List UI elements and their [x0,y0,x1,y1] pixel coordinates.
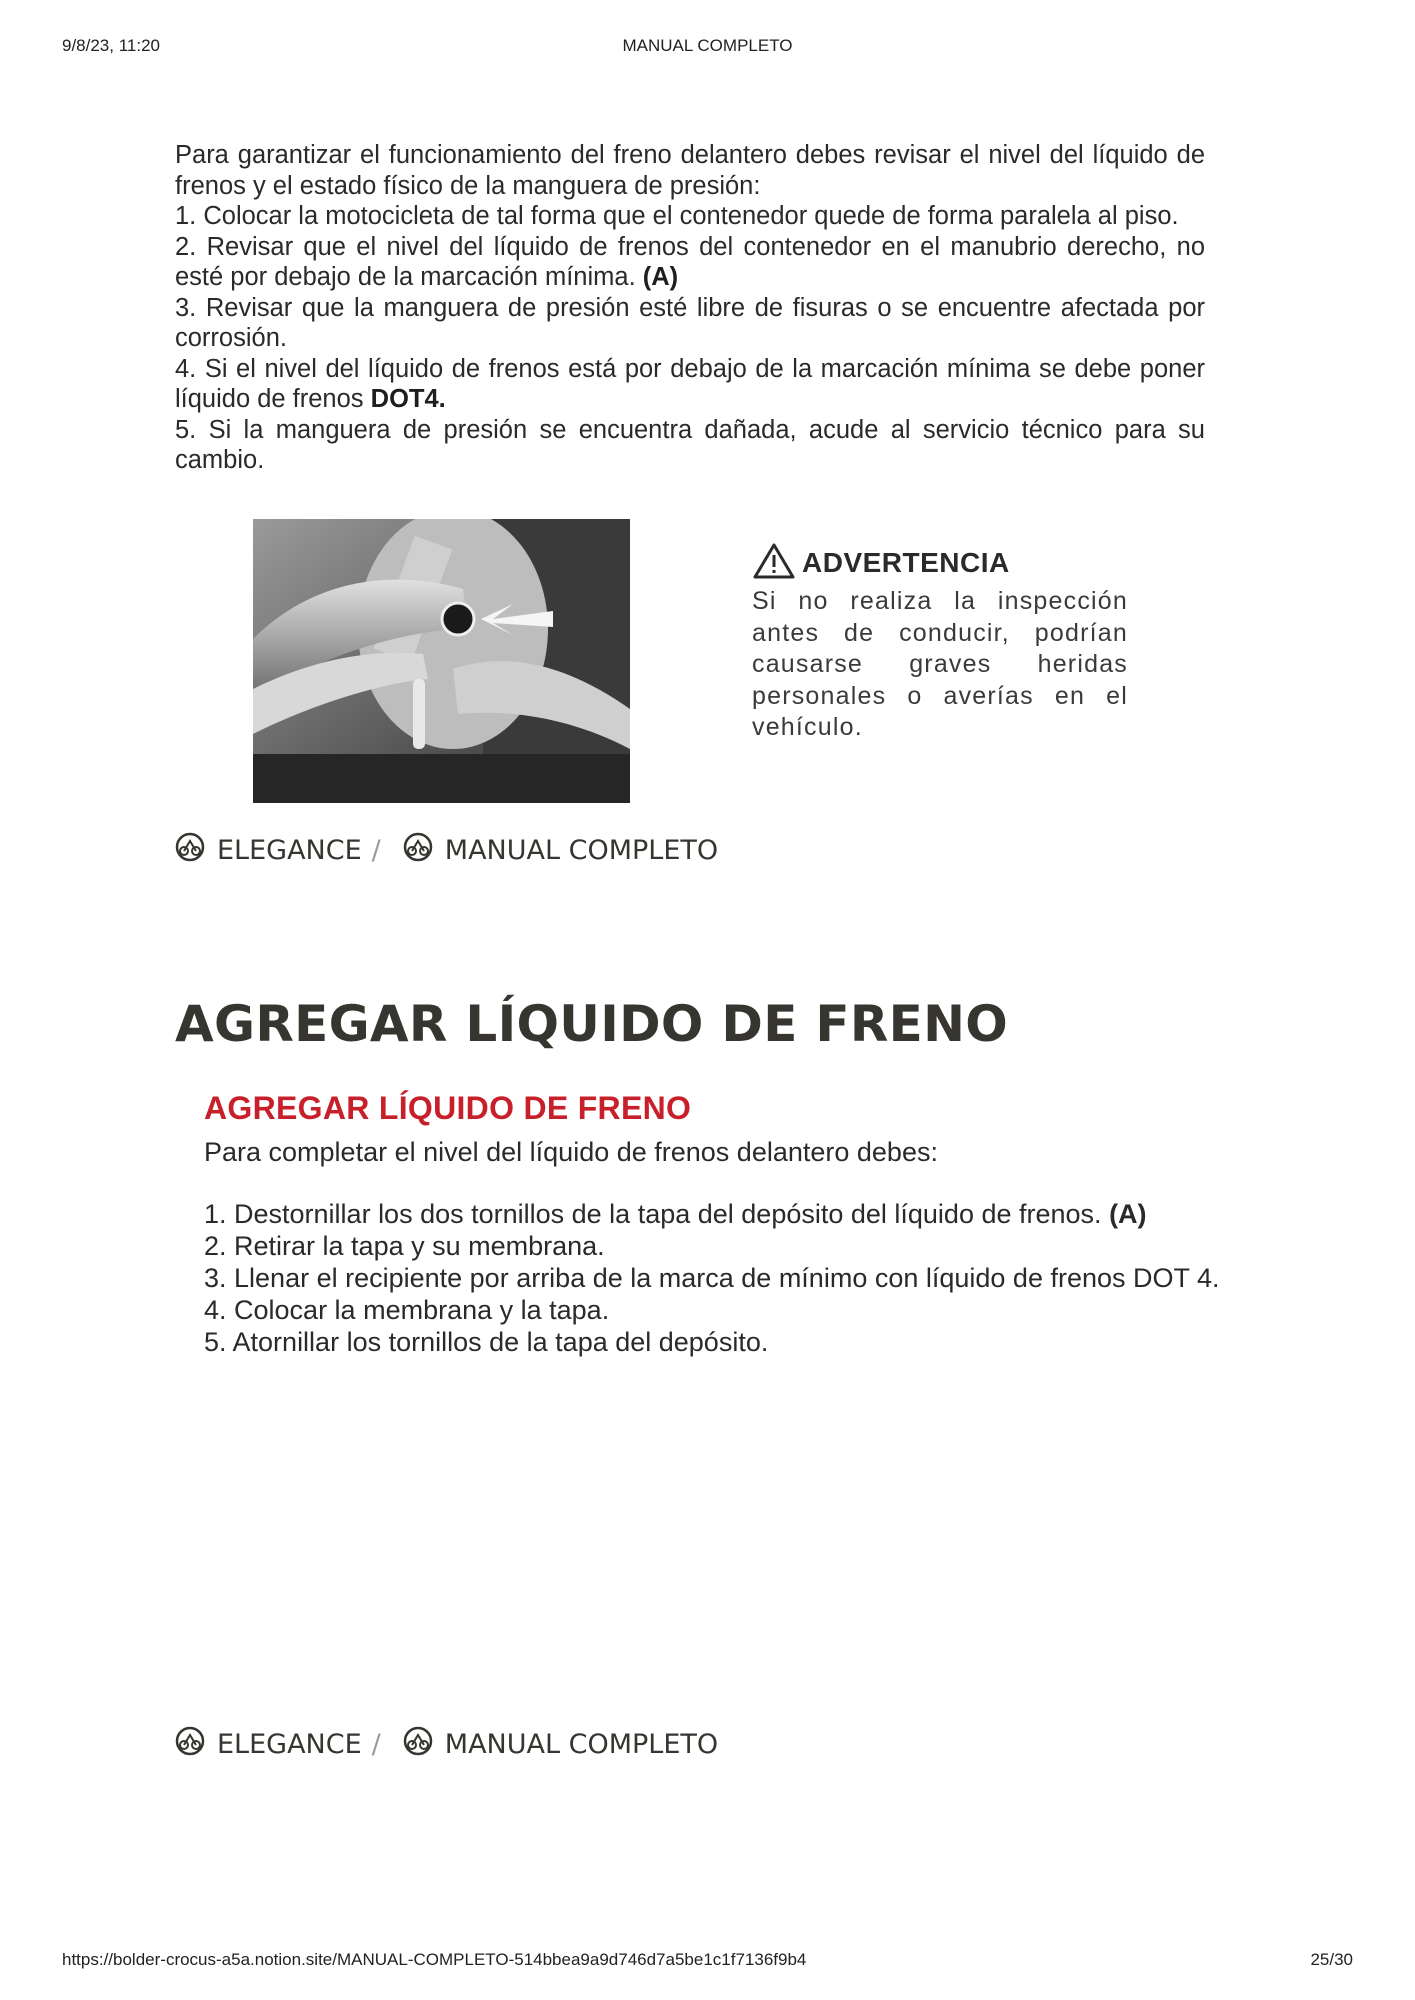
steps-list [204,1198,1284,1358]
list-item: 4. Colocar la membrana y la tapa. [204,1295,610,1325]
list-item: 5. Atornillar los tornillos de la tapa del depósito. [204,1327,769,1357]
breadcrumb-current-label: MANUAL COMPLETO [444,1728,719,1760]
list-item: 1. Destornillar los dos tornillos de la tapa del depósito del líquido de frenos. (A) [204,1199,1147,1229]
breadcrumb-separator: / [371,834,381,866]
instruction-step-4: 4. Si el nivel del líquido de frenos está por debajo de la marcación mínima se debe poner líquido de frenos DOT4. [175,354,1205,413]
step-1-tag: (A) [1109,1199,1147,1229]
print-title: MANUAL COMPLETO [622,36,793,55]
breadcrumb-item-manual[interactable] [403,832,718,869]
motorbike-logo-icon [175,832,205,869]
warning-title: ADVERTENCIA [802,547,1010,578]
list-item: 2. Retirar la tapa y su membrana. [204,1231,605,1261]
warning-triangle-icon [752,542,796,584]
instruction-step-1: 1. Colocar la motocicleta de tal forma que el contenedor quede de forma paralela al piso. [175,202,1179,230]
motorbike-logo-icon [175,1726,205,1763]
print-footer [62,1950,1353,1972]
breadcrumb-item-manual[interactable] [403,1726,718,1763]
breadcrumb [175,832,718,868]
section-intro: Para completar el nivel del líquido de frenos delantero debes: [204,1137,938,1167]
instruction-step-2: 2. Revisar que el nivel del líquido de frenos del contenedor en el manubrio derecho, no esté por debajo de la marcación mínima. (A) [175,232,1205,291]
instructions-intro: Para garantizar el funcionamiento del freno delantero debes revisar el nivel del líquido de frenos y el estado físico de la manguera de presión: [175,141,1205,200]
list-item: 3. Llenar el recipiente por arriba de la marca de mínimo con líquido de frenos DOT 4. [204,1263,1220,1293]
breadcrumb-current-label: MANUAL COMPLETO [444,834,719,866]
step-2-tag: (A) [642,263,679,291]
instruction-step-3: 3. Revisar que la manguera de presión esté libre de fisuras o se encuentre afectada por corrosión. [175,293,1205,352]
breadcrumb-parent-label: ELEGANCE [217,1728,362,1760]
print-url: https://bolder-crocus-a5a.notion.site/MANUAL-COMPLETO-514bbea9a9d746d7a5be1c1f7136f9b4 [62,1950,807,1969]
print-date: 9/8/23, 11:20 [62,36,160,55]
print-header [62,36,1353,58]
breadcrumb-separator: / [371,1728,381,1760]
step-4-bold: DOT4. [370,385,446,413]
warning-box [752,542,1128,744]
brake-reservoir-photo [253,519,630,803]
page-title: AGREGAR LÍQUIDO DE FRENO [175,995,1009,1053]
breadcrumb-parent-label: ELEGANCE [217,834,362,866]
breadcrumb [175,1726,718,1762]
section-red-title: AGREGAR LÍQUIDO DE FRENO [204,1090,692,1126]
add-brake-fluid-instructions [204,1090,1284,1358]
print-page-number: 25/30 [1310,1950,1353,1969]
breadcrumb-item-elegance[interactable] [175,1726,362,1763]
motorbike-logo-icon [403,832,433,869]
warning-text: Si no realiza la inspección antes de conducir, podrían causarse graves heridas personales o averías en el vehículo. [752,587,1128,741]
instruction-step-5: 5. Si la manguera de presión se encuentra dañada, acude al servicio técnico para su cambio. [175,415,1205,474]
breadcrumb-item-elegance[interactable] [175,832,362,869]
motorbike-logo-icon [403,1726,433,1763]
brake-inspection-instructions [175,140,1205,476]
